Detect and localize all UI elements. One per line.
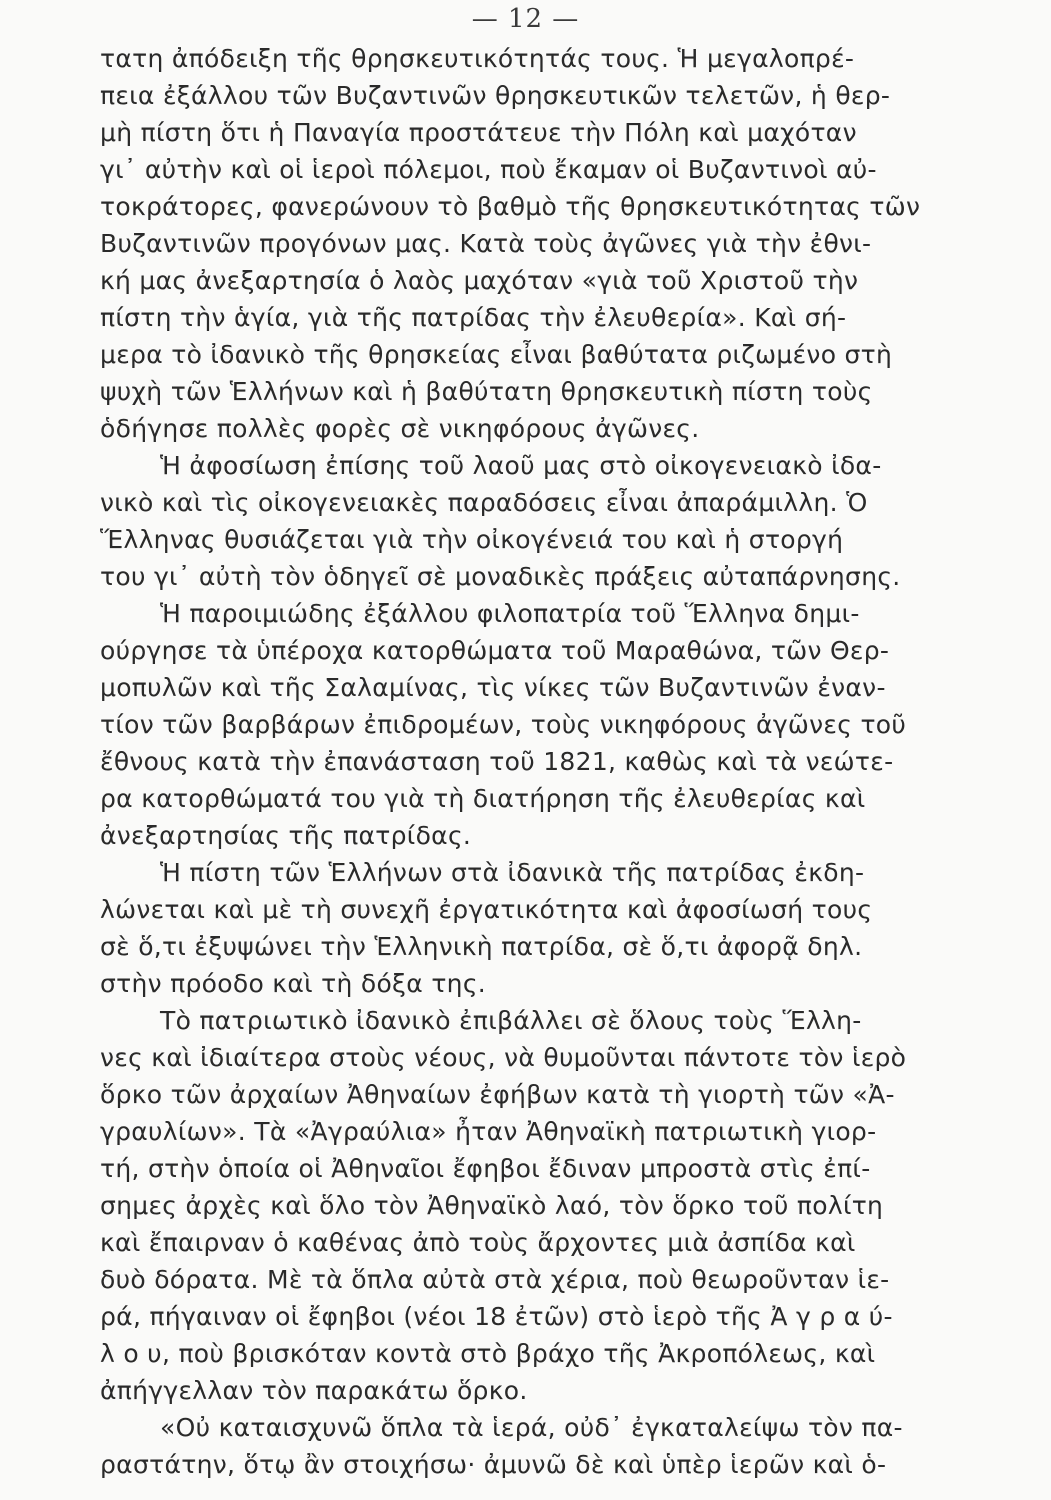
body-text bbox=[100, 40, 990, 1483]
text-line: λ ο υ, ποὺ βρισκόταν κοντὰ στὸ βράχο τῆς Ἀκροπόλεως, καὶ bbox=[100, 1339, 876, 1368]
text-line: σὲ ὅ,τι ἐξυψώνει τὴν Ἑλληνικὴ πατρίδα, σὲ ὅ,τι ἀφορᾷ δηλ. bbox=[100, 932, 863, 961]
paragraph-start-line: Ἡ ἀφοσίωση ἐπίσης τοῦ λαοῦ μας στὸ οἰκογενειακὸ ἰδα- bbox=[160, 451, 882, 480]
paragraph-start-line: Ἡ πίστη τῶν Ἑλλήνων στὰ ἰδανικὰ τῆς πατρίδας ἐκδη- bbox=[160, 858, 865, 887]
paragraph-start-line: Τὸ πατριωτικὸ ἰδανικὸ ἐπιβάλλει σὲ ὅλους τοὺς Ἕλλη- bbox=[160, 1006, 862, 1035]
text-line: του γι᾽ αὐτὴ τὸν ὁδηγεῖ σὲ μοναδικὲς πράξεις αὐταπάρνησης. bbox=[100, 562, 901, 591]
text-line: νικὸ καὶ τὶς οἰκογενειακὲς παραδόσεις εἶναι ἀπαράμιλλη. Ὁ bbox=[100, 488, 868, 517]
text-line: ἀνεξαρτησίας τῆς πατρίδας. bbox=[100, 821, 472, 850]
text-line: δυὸ δόρατα. Μὲ τὰ ὅπλα αὐτὰ στὰ χέρια, ποὺ θεωροῦνταν ἱε- bbox=[100, 1265, 890, 1294]
paragraph-start-line: «Οὐ καταισχυνῶ ὅπλα τὰ ἱερά, οὐδ᾽ ἐγκαταλείψω τὸν πα- bbox=[160, 1413, 903, 1442]
text-line: πεια ἐξάλλου τῶν Βυζαντινῶν θρησκευτικῶν τελετῶν, ἡ θερ- bbox=[100, 81, 891, 110]
text-line: γι᾽ αὐτὴν καὶ οἱ ἱεροὶ πόλεμοι, ποὺ ἔκαμαν οἱ Βυζαντινοὶ αὐ- bbox=[100, 155, 877, 184]
text-line: κή μας ἀνεξαρτησία ὁ λαὸς μαχόταν «γιὰ τοῦ Χριστοῦ τὴν bbox=[100, 266, 859, 295]
text-line: ούργησε τὰ ὑπέροχα κατορθώματα τοῦ Μαραθώνα, τῶν Θερ- bbox=[100, 636, 890, 665]
text-line: τίον τῶν βαρβάρων ἐπιδρομέων, τοὺς νικηφόρους ἀγῶνες τοῦ bbox=[100, 710, 907, 739]
text-line: τοκράτορες, φανερώνουν τὸ βαθμὸ τῆς θρησκευτικότητας τῶν bbox=[100, 192, 921, 221]
text-line: ρά, πήγαιναν οἱ ἔφηβοι (νέοι 18 ἐτῶν) στὸ ἱερὸ τῆς Ἀ γ ρ α ύ- bbox=[100, 1302, 893, 1331]
text-line: μερα τὸ ἰδανικὸ τῆς θρησκείας εἶναι βαθύτατα ριζωμένο στὴ bbox=[100, 340, 893, 369]
text-line: λώνεται καὶ μὲ τὴ συνεχῆ ἐργατικότητα καὶ ἀφοσίωσή τους bbox=[100, 895, 873, 924]
text-line: πίστη τὴν ἁγία, γιὰ τῆς πατρίδας τὴν ἐλευθερία». Καὶ σή- bbox=[100, 303, 847, 332]
text-line: ὅρκο τῶν ἀρχαίων Ἀθηναίων ἐφήβων κατὰ τὴ γιορτὴ τῶν «Ἀ- bbox=[100, 1080, 895, 1109]
text-line: μοπυλῶν καὶ τῆς Σαλαμίνας, τὶς νίκες τῶν Βυζαντινῶν ἐναν- bbox=[100, 673, 886, 702]
paragraph-start-line: Ἡ παροιμιώδης ἐξάλλου φιλοπατρία τοῦ Ἕλληνα δημι- bbox=[160, 599, 860, 628]
text-line: τατη ἀπόδειξη τῆς θρησκευτικότητάς τους. Ἡ μεγαλοπρέ- bbox=[100, 44, 855, 73]
text-line: καὶ ἔπαιρναν ὁ καθένας ἀπὸ τοὺς ἄρχοντες μιὰ ἀσπίδα καὶ bbox=[100, 1228, 856, 1257]
text-line: τή, στὴν ὁποία οἱ Ἀθηναῖοι ἔφηβοι ἔδιναν μπροστὰ στὶς ἐπί- bbox=[100, 1154, 871, 1183]
text-line: ψυχὴ τῶν Ἑλλήνων καὶ ἡ βαθύτατη θρησκευτικὴ πίστη τοὺς bbox=[100, 377, 873, 406]
text-line: ἀπήγγελλαν τὸν παρακάτω ὅρκο. bbox=[100, 1376, 528, 1405]
text-line: γραυλίων». Τὰ «Ἀγραύλια» ἦταν Ἀθηναϊκὴ πατριωτικὴ γιορ- bbox=[100, 1117, 877, 1146]
text-line: Ἕλληνας θυσιάζεται γιὰ τὴν οἰκογένειά του καὶ ἡ στοργή bbox=[100, 525, 844, 554]
page-number: — 12 — bbox=[471, 4, 580, 34]
text-line: στὴν πρόοδο καὶ τὴ δόξα της. bbox=[100, 969, 487, 998]
text-line: ραστάτην, ὅτῳ ἂν στοιχήσω· ἀμυνῶ δὲ καὶ ὑπὲρ ἱερῶν καὶ ὁ- bbox=[100, 1450, 887, 1479]
text-line: μὴ πίστη ὅτι ἡ Παναγία προστάτευε τὴν Πόλη καὶ μαχόταν bbox=[100, 118, 857, 147]
text-line: νες καὶ ἰδιαίτερα στοὺς νέους, νὰ θυμοῦνται πάντοτε τὸν ἱερὸ bbox=[100, 1043, 907, 1072]
text-line: σημες ἀρχὲς καὶ ὅλο τὸν Ἀθηναϊκὸ λαό, τὸν ὅρκο τοῦ πολίτη bbox=[100, 1191, 884, 1220]
text-line: ἔθνους κατὰ τὴν ἐπανάσταση τοῦ 1821, καθὼς καὶ τὰ νεώτε- bbox=[100, 747, 894, 776]
text-line: ὁδήγησε πολλὲς φορὲς σὲ νικηφόρους ἀγῶνες. bbox=[100, 414, 700, 443]
text-line: Βυζαντινῶν προγόνων μας. Κατὰ τοὺς ἀγῶνες γιὰ τὴν ἐθνι- bbox=[100, 229, 872, 258]
text-line: ρα κατορθώματά του γιὰ τὴ διατήρηση τῆς ἐλευθερίας καὶ bbox=[100, 784, 866, 813]
